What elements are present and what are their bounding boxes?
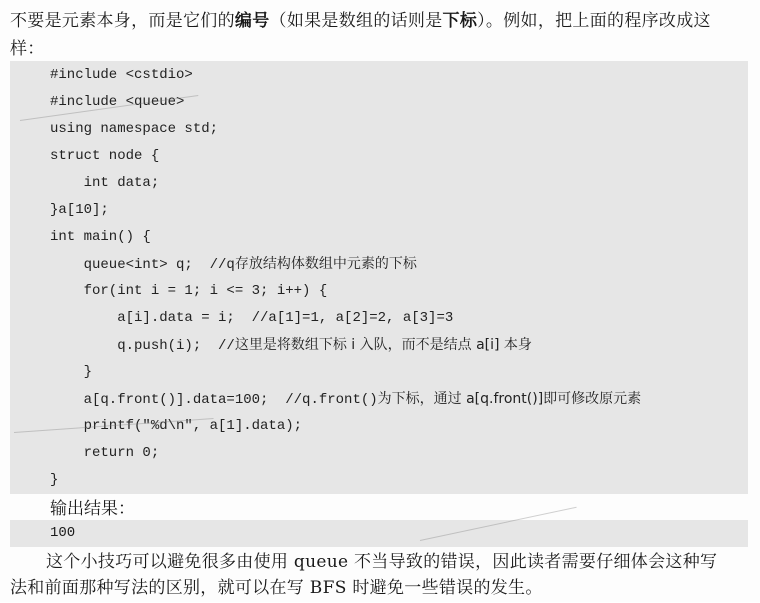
code-line-8 (50, 251, 417, 278)
code-line-11 (50, 332, 532, 359)
code-line-13 (50, 386, 641, 413)
code-line-8-comment: 存放结构体数组中元素的下标 (234, 256, 417, 272)
code-line-4: struct node { (50, 148, 160, 164)
closing-paragraph-line-2 (10, 573, 750, 603)
code-line-1: #include <cstdio> (50, 67, 193, 83)
code-line-2: #include <queue> (50, 94, 185, 110)
code-line-11-code: q.push(i); // (50, 338, 235, 354)
code-line-11-comment: 这里是将数组下标 i 入队，而不是结点 a[i] 本身 (234, 337, 532, 353)
code-line-9: for(int i = 1; i <= 3; i++) { (50, 283, 328, 299)
closing-text-line1: 这个小技巧可以避免很多由使用 queue 不当导致的错误，因此读者需要仔细体会这种写 (46, 552, 718, 572)
code-line-5: int data; (50, 175, 160, 191)
output-label: 输出结果： (50, 499, 135, 519)
code-line-15: return 0; (50, 445, 160, 461)
closing-text-line2: 法和前面那种写法的区别，就可以在写 BFS 时避免一些错误的发生。 (10, 578, 543, 598)
code-line-7: int main() { (50, 229, 151, 245)
code-line-12: } (50, 364, 93, 380)
code-line-13-code: a[q.front()].data=100; //q.front() (50, 392, 378, 408)
intro-text-line2: 样： (10, 39, 45, 59)
intro-bold-number: 编号 (234, 11, 270, 31)
code-line-16: } (50, 472, 59, 488)
output-block (10, 520, 748, 547)
intro-text-a: 不要是元素本身，而是它们的 (10, 11, 235, 31)
code-line-10: a[i].data = i; //a[1]=1, a[2]=2, a[3]=3 (50, 310, 454, 326)
intro-paragraph-line-1 (10, 6, 750, 36)
code-line-8-code: queue<int> q; //q (50, 257, 235, 273)
intro-paragraph-line-2 (10, 34, 750, 64)
code-line-3: using namespace std; (50, 121, 219, 137)
intro-text-c: ）。例如，把上面的程序改成这 (477, 11, 711, 31)
intro-text-b: （如果是数组的话则是 (269, 11, 443, 31)
code-line-13-comment: 为下标，通过 a[q.front()]即可修改原元素 (377, 391, 642, 407)
code-line-6: }a[10]; (50, 202, 109, 218)
intro-bold-index: 下标 (442, 11, 478, 31)
code-block (10, 61, 748, 494)
code-line-14: printf("%d\n", a[1].data); (50, 418, 303, 434)
output-value: 100 (50, 525, 76, 541)
